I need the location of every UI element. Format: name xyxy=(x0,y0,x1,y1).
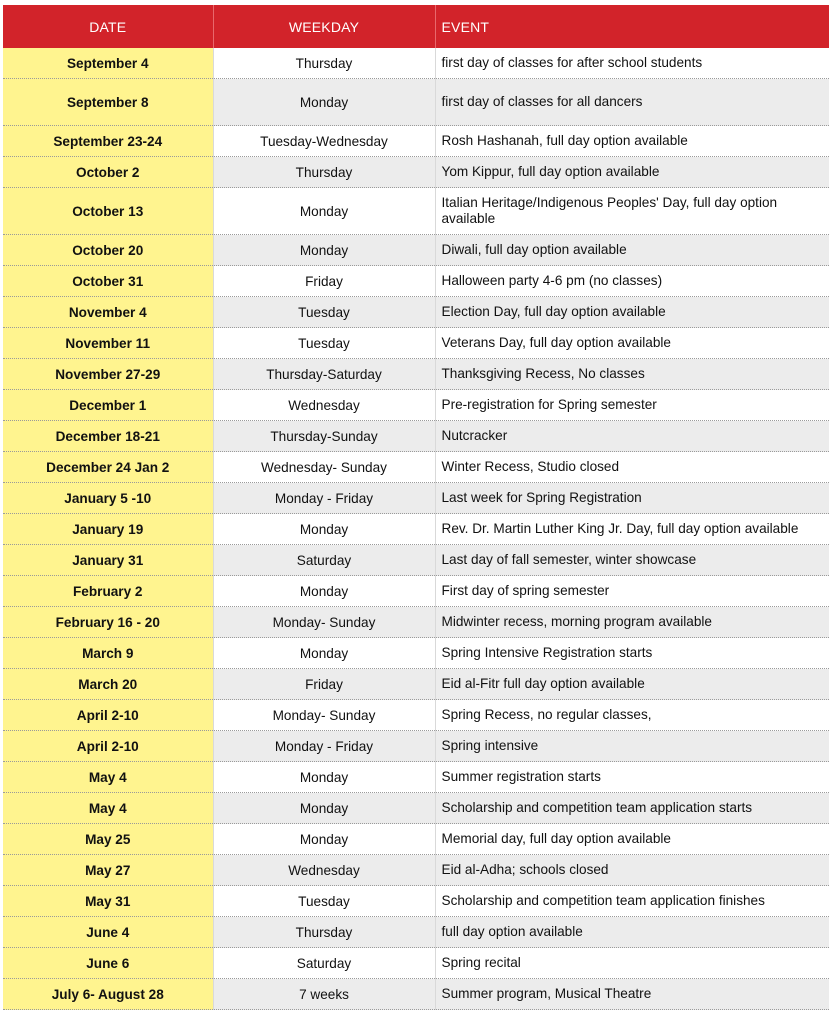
date-cell: January 19 xyxy=(3,514,213,545)
event-cell: Last week for Spring Registration xyxy=(435,483,829,514)
weekday-cell: Thursday-Saturday xyxy=(213,359,435,390)
event-cell: first day of classes for after school students xyxy=(435,48,829,79)
table-row xyxy=(3,328,829,359)
table-row xyxy=(3,514,829,545)
event-cell: Veterans Day, full day option available xyxy=(435,328,829,359)
date-cell: November 4 xyxy=(3,297,213,328)
weekday-cell: Monday xyxy=(213,79,435,126)
weekday-cell: Monday - Friday xyxy=(213,483,435,514)
date-cell: September 8 xyxy=(3,79,213,126)
date-cell: September 23-24 xyxy=(3,126,213,157)
event-cell: Thanksgiving Recess, No classes xyxy=(435,359,829,390)
weekday-cell: Thursday xyxy=(213,157,435,188)
table-row xyxy=(3,886,829,917)
date-cell: January 31 xyxy=(3,545,213,576)
table-row xyxy=(3,700,829,731)
table-row xyxy=(3,762,829,793)
table-row xyxy=(3,390,829,421)
weekday-cell: Tuesday-Wednesday xyxy=(213,126,435,157)
weekday-cell: Saturday xyxy=(213,948,435,979)
table-row xyxy=(3,126,829,157)
event-cell: First day of spring semester xyxy=(435,576,829,607)
weekday-cell: Tuesday xyxy=(213,886,435,917)
event-cell: Yom Kippur, full day option available xyxy=(435,157,829,188)
weekday-cell: Monday xyxy=(213,576,435,607)
calendar-table-container xyxy=(3,5,829,1010)
date-cell: November 11 xyxy=(3,328,213,359)
date-column-header: DATE xyxy=(3,5,213,48)
date-cell: March 20 xyxy=(3,669,213,700)
table-row xyxy=(3,421,829,452)
date-cell: May 31 xyxy=(3,886,213,917)
weekday-cell: Monday xyxy=(213,793,435,824)
table-body xyxy=(3,48,829,1010)
table-row xyxy=(3,452,829,483)
table-row xyxy=(3,79,829,126)
event-cell: Memorial day, full day option available xyxy=(435,824,829,855)
table-row xyxy=(3,948,829,979)
event-cell: Winter Recess, Studio closed xyxy=(435,452,829,483)
weekday-cell: Thursday-Sunday xyxy=(213,421,435,452)
date-cell: May 4 xyxy=(3,793,213,824)
table-row xyxy=(3,917,829,948)
event-cell: Pre-registration for Spring semester xyxy=(435,390,829,421)
event-cell: Eid al-Adha; schools closed xyxy=(435,855,829,886)
weekday-cell: Monday xyxy=(213,762,435,793)
event-column-header: EVENT xyxy=(435,5,829,48)
event-cell: Diwali, full day option available xyxy=(435,235,829,266)
table-row xyxy=(3,545,829,576)
event-cell: Spring intensive xyxy=(435,731,829,762)
weekday-cell: Thursday xyxy=(213,917,435,948)
date-cell: October 13 xyxy=(3,188,213,235)
date-cell: July 6- August 28 xyxy=(3,979,213,1010)
weekday-cell: Tuesday xyxy=(213,297,435,328)
event-cell: Spring recital xyxy=(435,948,829,979)
date-cell: November 27-29 xyxy=(3,359,213,390)
table-row xyxy=(3,266,829,297)
date-cell: September 4 xyxy=(3,48,213,79)
date-cell: December 1 xyxy=(3,390,213,421)
event-cell: Italian Heritage/Indigenous Peoples' Day, full day option available xyxy=(435,188,829,235)
weekday-column-header: WEEKDAY xyxy=(213,5,435,48)
events-calendar-table xyxy=(3,5,829,1010)
date-cell: May 27 xyxy=(3,855,213,886)
date-cell: April 2-10 xyxy=(3,731,213,762)
event-cell: Eid al-Fitr full day option available xyxy=(435,669,829,700)
event-cell: Spring Intensive Registration starts xyxy=(435,638,829,669)
table-row xyxy=(3,979,829,1010)
date-cell: January 5 -10 xyxy=(3,483,213,514)
weekday-cell: Monday- Sunday xyxy=(213,700,435,731)
table-row xyxy=(3,731,829,762)
table-row xyxy=(3,297,829,328)
table-row xyxy=(3,855,829,886)
event-cell: Election Day, full day option available xyxy=(435,297,829,328)
table-row xyxy=(3,188,829,235)
table-row xyxy=(3,793,829,824)
table-row xyxy=(3,359,829,390)
date-cell: June 6 xyxy=(3,948,213,979)
table-row xyxy=(3,483,829,514)
event-cell: Spring Recess, no regular classes, xyxy=(435,700,829,731)
date-cell: March 9 xyxy=(3,638,213,669)
event-cell: Midwinter recess, morning program available xyxy=(435,607,829,638)
weekday-cell: Monday- Sunday xyxy=(213,607,435,638)
event-cell: Summer registration starts xyxy=(435,762,829,793)
weekday-cell: Monday xyxy=(213,638,435,669)
table-header xyxy=(3,5,829,48)
event-cell: Halloween party 4-6 pm (no classes) xyxy=(435,266,829,297)
table-row xyxy=(3,669,829,700)
table-row xyxy=(3,824,829,855)
date-cell: October 2 xyxy=(3,157,213,188)
table-row xyxy=(3,576,829,607)
table-row xyxy=(3,607,829,638)
date-cell: April 2-10 xyxy=(3,700,213,731)
weekday-cell: Friday xyxy=(213,266,435,297)
date-cell: October 31 xyxy=(3,266,213,297)
weekday-cell: Monday xyxy=(213,514,435,545)
date-cell: May 4 xyxy=(3,762,213,793)
date-cell: December 24 Jan 2 xyxy=(3,452,213,483)
event-cell: Rev. Dr. Martin Luther King Jr. Day, full day option available xyxy=(435,514,829,545)
table-row xyxy=(3,157,829,188)
event-cell: Rosh Hashanah, full day option available xyxy=(435,126,829,157)
weekday-cell: 7 weeks xyxy=(213,979,435,1010)
weekday-cell: Thursday xyxy=(213,48,435,79)
date-cell: June 4 xyxy=(3,917,213,948)
event-cell: Last day of fall semester, winter showcase xyxy=(435,545,829,576)
date-cell: December 18-21 xyxy=(3,421,213,452)
weekday-cell: Monday xyxy=(213,235,435,266)
date-cell: February 16 - 20 xyxy=(3,607,213,638)
weekday-cell: Tuesday xyxy=(213,328,435,359)
table-row xyxy=(3,638,829,669)
date-cell: May 25 xyxy=(3,824,213,855)
weekday-cell: Monday xyxy=(213,188,435,235)
event-cell: Scholarship and competition team application finishes xyxy=(435,886,829,917)
weekday-cell: Wednesday- Sunday xyxy=(213,452,435,483)
event-cell: full day option available xyxy=(435,917,829,948)
event-cell: first day of classes for all dancers xyxy=(435,79,829,126)
table-row xyxy=(3,48,829,79)
header-row xyxy=(3,5,829,48)
weekday-cell: Wednesday xyxy=(213,855,435,886)
weekday-cell: Monday xyxy=(213,824,435,855)
weekday-cell: Wednesday xyxy=(213,390,435,421)
event-cell: Summer program, Musical Theatre xyxy=(435,979,829,1010)
weekday-cell: Friday xyxy=(213,669,435,700)
date-cell: October 20 xyxy=(3,235,213,266)
event-cell: Scholarship and competition team application starts xyxy=(435,793,829,824)
event-cell: Nutcracker xyxy=(435,421,829,452)
date-cell: February 2 xyxy=(3,576,213,607)
table-row xyxy=(3,235,829,266)
weekday-cell: Saturday xyxy=(213,545,435,576)
weekday-cell: Monday - Friday xyxy=(213,731,435,762)
